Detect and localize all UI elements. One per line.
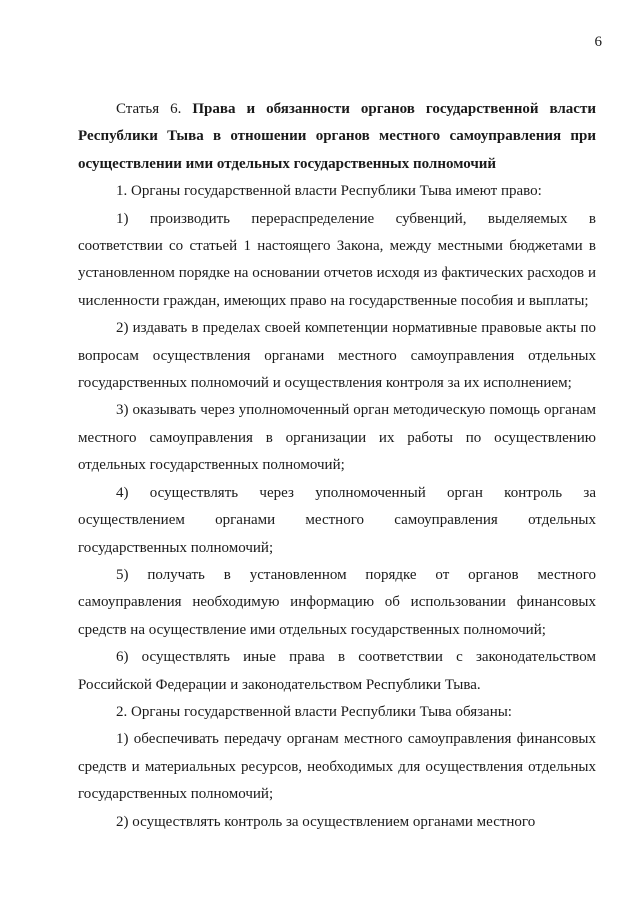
paragraph-1: 1. Органы государственной власти Республики Тыва имеют право: bbox=[116, 183, 542, 200]
article-title: Права и обязанности органов государственной власти Республики Тыва в отношении органов местного самоуправления при осуществлении ими отдельных государственных полномочий bbox=[78, 101, 596, 172]
paragraph-1-item-4: 4) осуществлять через уполномоченный орган контроль за осуществлением органами местного самоуправления отдельных государственных полномочий; bbox=[78, 484, 596, 556]
paragraph-1-item-6: 6) осуществлять иные права в соответствии с законодательством Российской Федерации и законодательством Республики Тыва. bbox=[78, 649, 596, 693]
paragraph-1-item-3: 3) оказывать через уполномоченный орган методическую помощь органам местного самоуправления в организации их работы по осуществлению отдельных государственных полномочий; bbox=[78, 402, 596, 474]
paragraph-1-item-1: 1) производить перераспределение субвенций, выделяемых в соответствии со статьей 1 настоящего Закона, между местными бюджетами в установленном порядке на основании отчетов исходя из фактических расходов и численности граждан, имеющих право на государственные пособия и выплаты; bbox=[78, 210, 596, 309]
page-number: 6 bbox=[594, 34, 602, 50]
paragraph-2-item-2: 2) осуществлять контроль за осуществлением органами местного bbox=[116, 813, 536, 830]
article-heading bbox=[78, 96, 596, 178]
paragraph-1-item-2: 2) издавать в пределах своей компетенции нормативные правовые акты по вопросам осуществления органами местного самоуправления отдельных государственных полномочий и осуществления контроля за их исполнением; bbox=[78, 320, 596, 392]
paragraph-1-item-5: 5) получать в установленном порядке от органов местного самоуправления необходимую информацию об использовании финансовых средств на осуществление ими отдельных государственных полномочий; bbox=[78, 566, 596, 638]
paragraph-2-item-1: 1) обеспечивать передачу органам местного самоуправления финансовых средств и материальных ресурсов, необходимых для осуществления отдельных государственных полномочий; bbox=[78, 731, 596, 803]
document-body bbox=[78, 96, 596, 836]
paragraph-2: 2. Органы государственной власти Республики Тыва обязаны: bbox=[116, 703, 512, 720]
article-label: Статья 6. bbox=[116, 101, 193, 117]
